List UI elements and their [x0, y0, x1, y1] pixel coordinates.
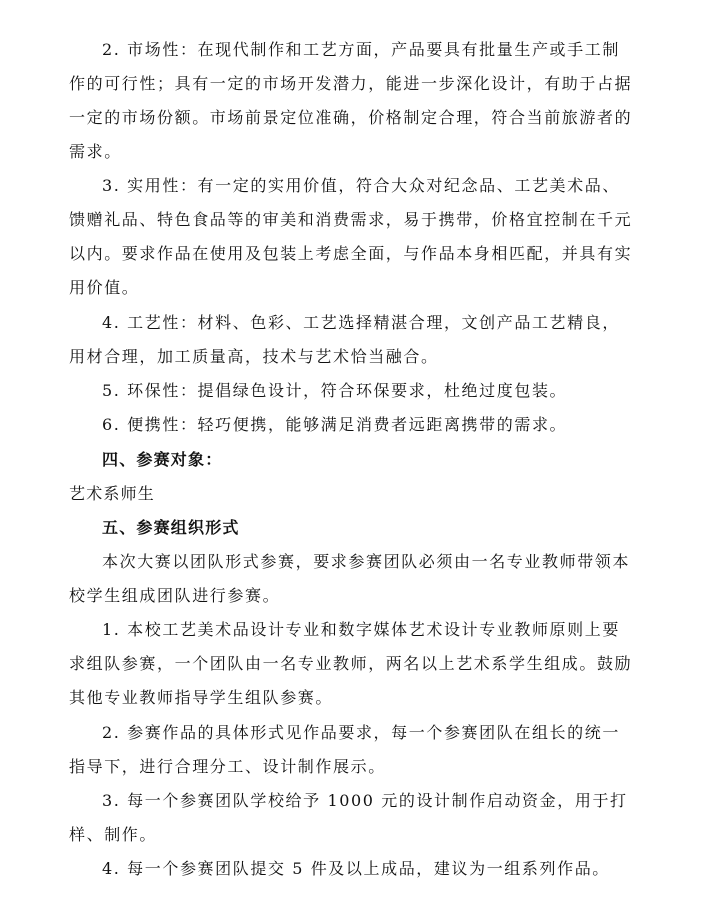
paragraph-line: 求组队参赛，一个团队由一名专业教师，两名以上艺术系学生组成。鼓励: [69, 654, 633, 673]
paragraph-line: 6. 便携性：轻巧便携，能够满足消费者远距离携带的需求。: [102, 415, 568, 434]
paragraph-line: 作的可行性；具有一定的市场开发潜力，能进一步深化设计，有助于占据: [69, 74, 633, 93]
paragraph-line: 1. 本校工艺美术品设计专业和数字媒体艺术设计专业教师原则上要: [102, 620, 620, 639]
paragraph-line: 其他专业教师指导学生组队参赛。: [69, 688, 334, 707]
paragraph-line: 一定的市场份额。市场前景定位准确，价格制定合理，符合当前旅游者的: [69, 108, 633, 127]
paragraph-line: 本次大赛以团队形式参赛，要求参赛团队必须由一名专业教师带领本: [102, 552, 631, 571]
paragraph-line: 4. 工艺性：材料、色彩、工艺选择精湛合理，文创产品工艺精良，: [102, 313, 620, 332]
section-heading: 四、参赛对象：: [102, 450, 223, 469]
paragraph-line: 2. 市场性：在现代制作和工艺方面，产品要具有批量生产或手工制: [102, 40, 620, 59]
section-heading: 五、参赛组织形式: [102, 518, 240, 537]
paragraph-line: 以内。要求作品在使用及包装上考虑全面，与作品本身相匹配，并具有实: [69, 244, 633, 263]
paragraph-line: 4. 每一个参赛团队提交 5 件及以上成品，建议为一组系列作品。: [102, 859, 610, 878]
paragraph-line: 样、制作。: [69, 825, 158, 844]
paragraph-line: 5. 环保性：提倡绿色设计，符合环保要求，杜绝过度包装。: [102, 381, 568, 400]
paragraph-line: 用价值。: [69, 278, 140, 297]
paragraph-line: 校学生组成团队进行参赛。: [69, 586, 281, 605]
paragraph-line: 艺术系师生: [69, 484, 156, 503]
paragraph-line: 指导下，进行合理分工、设计制作展示。: [69, 757, 386, 776]
paragraph-line: 3. 每一个参赛团队学校给予 1000 元的设计制作启动资金，用于打: [102, 791, 628, 810]
paragraph-line: 2. 参赛作品的具体形式见作品要求，每一个参赛团队在组长的统一: [102, 723, 620, 742]
paragraph-line: 馈赠礼品、特色食品等的审美和消费需求，易于携带，价格宜控制在千元: [69, 210, 633, 229]
paragraph-line: 3. 实用性：有一定的实用价值，符合大众对纪念品、工艺美术品、: [102, 176, 620, 195]
paragraph-line: 需求。: [69, 142, 122, 161]
paragraph-line: 用材合理，加工质量高，技术与艺术恰当融合。: [69, 347, 439, 366]
